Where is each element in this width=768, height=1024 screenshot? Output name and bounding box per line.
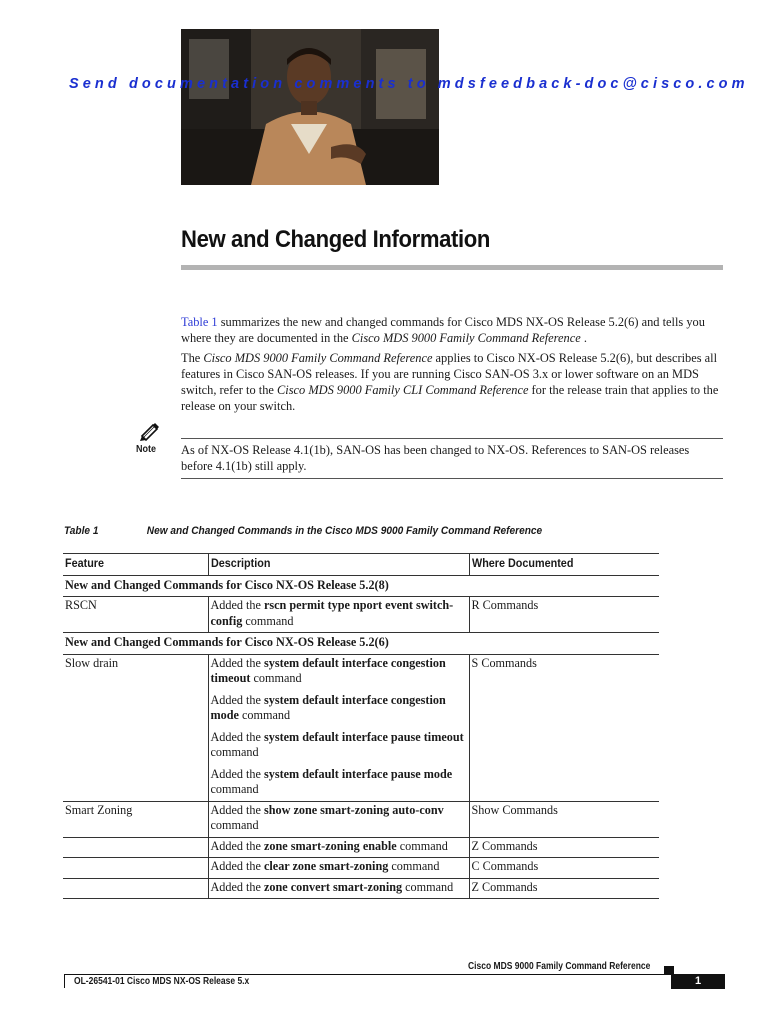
- note-rule-bottom: [181, 478, 723, 479]
- header-photo: [181, 29, 439, 185]
- description-cell: Added the rscn permit type nport event switch-config command: [208, 597, 469, 633]
- intro-p2-c: for the release train that applies to the release on your switch.: [181, 383, 719, 413]
- feature-empty: [63, 858, 208, 879]
- section-5-2-8: New and Changed Commands for Cisco NX-OS Release 5.2(8): [63, 575, 659, 597]
- where-cell: Show Commands: [469, 801, 659, 837]
- description-cell: Added the system default interface congestion timeout command Added the system default interface congestion mode command Added the system default interface pause timeout command Added the system default interface pause mode command: [208, 654, 469, 801]
- page-number: 1: [671, 974, 725, 989]
- table-row: [63, 837, 659, 858]
- description-cell: Added the zone convert smart-zoning command: [208, 878, 469, 899]
- footer-book-title: Cisco MDS 9000 Family Command Reference: [468, 961, 651, 972]
- pencil-note-icon: [139, 422, 161, 442]
- page-title: New and Changed Information: [181, 226, 491, 253]
- intro-p2-b: applies to Cisco NX-OS Release 5.2(6), but describes all features in Cisco SAN-OS releases. If you are running Cisco SAN-OS 3.x or lower software on an MDS switch, refer to the: [181, 351, 718, 397]
- description-cell: Added the zone smart-zoning enable command: [208, 837, 469, 858]
- table-row: [63, 654, 659, 801]
- intro-p2-a: The: [181, 351, 204, 365]
- description-cell: Added the clear zone smart-zoning command: [208, 858, 469, 879]
- description-cell: Added the show zone smart-zoning auto-conv command: [208, 801, 469, 837]
- table-section-row: [63, 575, 659, 597]
- table-header-row: [63, 554, 659, 576]
- table-caption-number: Table 1: [64, 525, 99, 537]
- intro-paragraph-2: [181, 350, 721, 414]
- table-section-row: [63, 633, 659, 655]
- table-row: [63, 858, 659, 879]
- footer-rule: [64, 974, 725, 975]
- header-feature: Feature: [63, 554, 208, 576]
- where-cell: S Commands: [469, 654, 659, 801]
- feature-slow-drain: Slow drain: [63, 654, 208, 801]
- title-rule: [181, 265, 723, 270]
- note-text: As of NX-OS Release 4.1(1b), SAN-OS has been changed to NX-OS. References to SAN-OS releases before 4.1(1b) still apply.: [181, 443, 690, 473]
- note-label: Note: [136, 444, 157, 455]
- header-description: Description: [208, 554, 469, 576]
- footer-tick: [64, 974, 65, 988]
- section-5-2-6: New and Changed Commands for Cisco NX-OS Release 5.2(6): [63, 633, 659, 655]
- table-row: [63, 878, 659, 899]
- intro-p2-book-2: Cisco MDS 9000 Family CLI Command Reference: [277, 383, 529, 397]
- table-caption: [64, 525, 542, 537]
- man-portrait-image: [181, 29, 439, 185]
- where-cell: Z Commands: [469, 837, 659, 858]
- footer-doc-id: OL-26541-01 Cisco MDS NX-OS Release 5.x: [74, 976, 250, 987]
- table-row: [63, 801, 659, 837]
- footer-marker: [664, 966, 674, 974]
- table-1-link[interactable]: Table 1: [181, 315, 218, 329]
- where-cell: R Commands: [469, 597, 659, 633]
- commands-table: [63, 553, 659, 899]
- intro-p1-book: Cisco MDS 9000 Family Command Reference: [351, 331, 581, 345]
- intro-p1-end: .: [580, 331, 587, 345]
- where-cell: C Commands: [469, 858, 659, 879]
- note-rule-top: [181, 438, 723, 439]
- feature-empty: [63, 837, 208, 858]
- header-where-documented: Where Documented: [469, 554, 659, 576]
- intro-p2-book-1: Cisco MDS 9000 Family Command Reference: [203, 351, 433, 365]
- feature-smart-zoning: Smart Zoning: [63, 801, 208, 837]
- intro-p1-text: summarizes the new and changed commands for Cisco MDS NX-OS Release 5.2(6) and tells you where they are documented in the: [181, 315, 705, 345]
- table-caption-title: New and Changed Commands in the Cisco MDS 9000 Family Command Reference: [146, 525, 543, 537]
- feature-empty: [63, 878, 208, 899]
- feature-rscn: RSCN: [63, 597, 208, 633]
- feedback-banner: Send documentation comments to mdsfeedback-doc@cisco.com: [69, 76, 749, 92]
- intro-paragraph-1: [181, 314, 721, 346]
- where-cell: Z Commands: [469, 878, 659, 899]
- table-row: [63, 597, 659, 633]
